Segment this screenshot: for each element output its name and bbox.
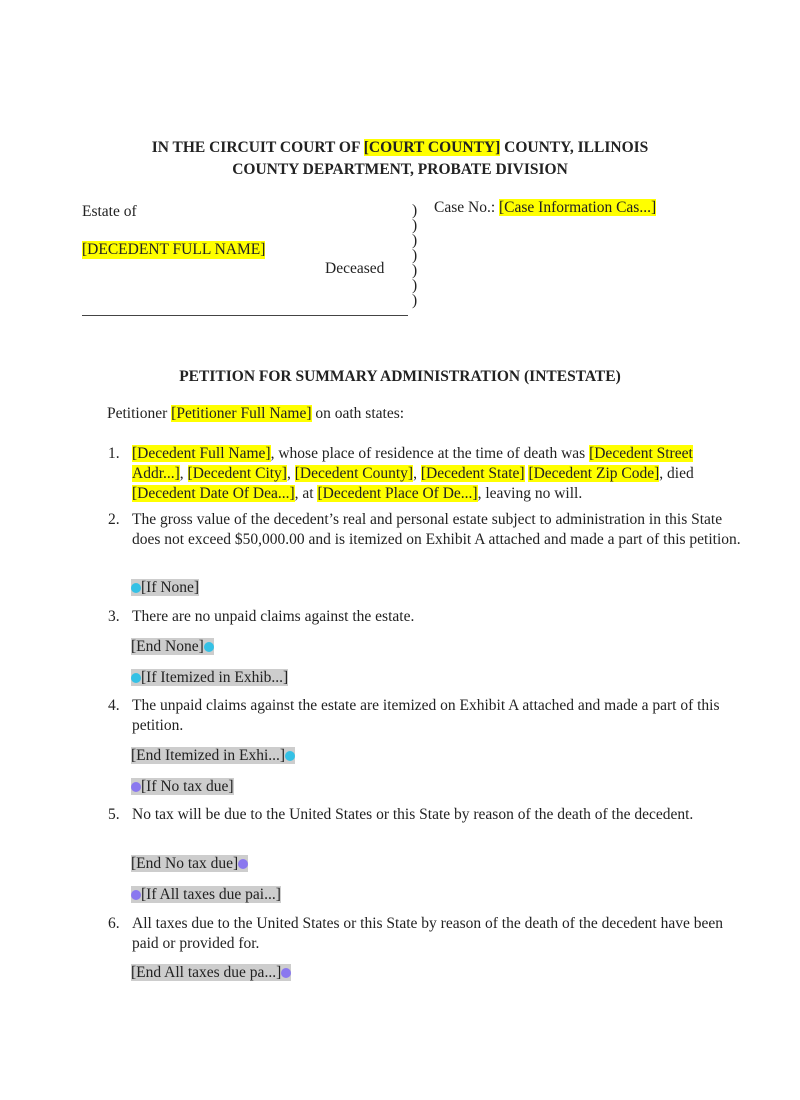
caption-rule	[82, 315, 408, 316]
estate-of-label: Estate of	[82, 203, 137, 220]
purple-marker-icon	[281, 968, 291, 978]
court-heading-text-post: COUNTY, ILLINOIS	[500, 139, 649, 156]
item-text-run: , at	[294, 485, 318, 502]
cyan-marker-icon	[131, 673, 141, 683]
caption-paren: )	[412, 262, 418, 279]
conditional-tag-end-all-taxes[interactable]	[131, 963, 291, 983]
petition-intro	[107, 405, 404, 423]
tag-label: [End None]	[131, 638, 204, 655]
court-heading-line1	[0, 139, 800, 157]
purple-marker-icon	[238, 859, 248, 869]
decedent-city-field[interactable]: [Decedent City]	[187, 465, 287, 482]
tag-label: [If All taxes due pai...]	[141, 886, 281, 903]
caption-paren: )	[412, 232, 418, 249]
conditional-tag-end-none[interactable]	[131, 637, 214, 657]
item-number: 2.	[108, 511, 120, 528]
item-text-run: ,	[413, 465, 421, 482]
caption-paren: )	[412, 247, 418, 264]
tag-label: [End No tax due]	[131, 855, 239, 872]
case-number	[434, 199, 656, 217]
item-text-run: , died	[659, 465, 694, 482]
conditional-tag-end-itemized[interactable]	[131, 746, 295, 766]
tag-label: [If No tax due]	[141, 778, 234, 795]
decedent-county-field[interactable]: [Decedent County]	[294, 465, 414, 482]
purple-marker-icon	[131, 890, 141, 900]
item-text: All taxes due to the United States or this State by reason of the death of the decedent have been paid or provided for.	[132, 915, 723, 952]
item-number: 6.	[108, 915, 120, 932]
caption-paren: )	[412, 202, 418, 219]
court-county-field[interactable]: [COURT COUNTY]	[363, 139, 501, 156]
cyan-marker-icon	[131, 583, 141, 593]
conditional-tag-if-all-taxes[interactable]	[131, 885, 281, 905]
intro-text: Petitioner	[107, 405, 172, 422]
tag-label: [If Itemized in Exhib...]	[141, 669, 289, 686]
cyan-marker-icon	[204, 642, 214, 652]
caption-paren: )	[412, 217, 418, 234]
item-text-run: , whose place of residence at the time of death was	[270, 445, 590, 462]
deceased-label: Deceased	[325, 260, 385, 277]
decedent-date-of-death-field[interactable]: [Decedent Date Of Dea...]	[132, 485, 295, 502]
decedent-zip-field[interactable]: [Decedent Zip Code]	[528, 465, 660, 482]
decedent-state-field[interactable]: [Decedent State]	[420, 465, 525, 482]
tag-label: [End All taxes due pa...]	[131, 964, 282, 981]
item-text: No tax will be due to the United States or this State by reason of the death of the decedent.	[132, 806, 694, 823]
item-text: The unpaid claims against the estate are itemized on Exhibit A attached and made a part of this petition.	[132, 697, 720, 734]
decedent-place-of-death-field[interactable]: [Decedent Place Of De...]	[317, 485, 478, 502]
item-text	[132, 444, 742, 504]
item-text: The gross value of the decedent’s real and personal estate subject to administration in this State does not exceed $50,000.00 and is itemized on Exhibit A attached and made a part of this petition.	[132, 511, 741, 548]
decedent-street-field[interactable]: [Decedent Street Addr...]	[132, 445, 693, 482]
conditional-tag-if-itemized[interactable]	[131, 668, 288, 688]
item-text: There are no unpaid claims against the estate.	[132, 608, 415, 625]
item-number: 3.	[108, 608, 120, 625]
item-number: 5.	[108, 806, 120, 823]
case-number-label: Case No.:	[434, 199, 500, 216]
decedent-name-field[interactable]: [DECEDENT FULL NAME]	[82, 241, 266, 258]
caption-paren: )	[412, 277, 418, 294]
purple-marker-icon	[131, 782, 141, 792]
item-number: 1.	[108, 445, 120, 462]
caption-paren: )	[412, 292, 418, 309]
conditional-tag-if-no-tax[interactable]	[131, 777, 234, 797]
conditional-tag-end-no-tax[interactable]	[131, 854, 248, 874]
court-heading-text: IN THE CIRCUIT COURT OF	[151, 139, 364, 156]
conditional-tag-if-none[interactable]	[131, 578, 199, 598]
petition-title: PETITION FOR SUMMARY ADMINISTRATION (INTESTATE)	[179, 368, 621, 385]
item-number: 4.	[108, 697, 120, 714]
petitioner-name-field[interactable]: [Petitioner Full Name]	[171, 405, 312, 422]
decedent-full-name-field[interactable]: [Decedent Full Name]	[132, 445, 271, 462]
intro-text-post: on oath states:	[311, 405, 405, 422]
item-text-run: ,	[179, 465, 188, 482]
cyan-marker-icon	[285, 751, 295, 761]
item-text-run: ,	[286, 465, 295, 482]
tag-label: [If None]	[141, 579, 200, 596]
court-heading-line2: COUNTY DEPARTMENT, PROBATE DIVISION	[232, 161, 568, 178]
item-text-run: , leaving no will.	[477, 485, 583, 502]
case-number-field[interactable]: [Case Information Cas...]	[499, 199, 657, 216]
tag-label: [End Itemized in Exhi...]	[131, 747, 286, 764]
